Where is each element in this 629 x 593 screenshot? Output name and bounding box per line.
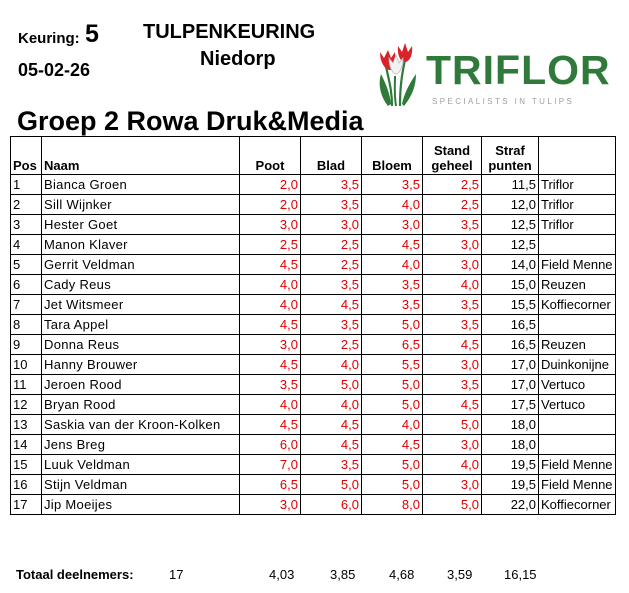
name-cell: Luuk Veldman [42, 455, 240, 475]
straf-cell: 16,5 [482, 315, 539, 335]
table-row [11, 415, 616, 435]
blad-cell: 4,0 [301, 355, 362, 375]
straf-cell: 17,0 [482, 375, 539, 395]
table-row [11, 475, 616, 495]
sponsor-cell: Triflor [539, 195, 616, 215]
bloem-cell: 4,5 [362, 235, 423, 255]
name-cell: Hanny Brouwer [42, 355, 240, 375]
date: 05-02-26 [18, 60, 91, 80]
sponsor-cell [539, 435, 616, 455]
triflor-brand-name: TRIFLOR [426, 47, 611, 93]
sponsor-cell [539, 415, 616, 435]
bloem-cell: 4,0 [362, 255, 423, 275]
blad-cell: 3,5 [301, 455, 362, 475]
name-cell: Stijn Veldman [42, 475, 240, 495]
blad-cell: 2,5 [301, 235, 362, 255]
pos-cell: 13 [11, 415, 42, 435]
bloem-cell: 3,5 [362, 295, 423, 315]
blad-cell: 5,0 [301, 475, 362, 495]
stand-cell: 3,5 [423, 375, 482, 395]
bloem-cell: 5,0 [362, 395, 423, 415]
pos-cell: 5 [11, 255, 42, 275]
straf-cell: 14,0 [482, 255, 539, 275]
poot-cell: 4,5 [240, 255, 301, 275]
table-row [11, 235, 616, 255]
table-row [11, 195, 616, 215]
straf-cell: 17,5 [482, 395, 539, 415]
blad-cell: 3,5 [301, 315, 362, 335]
stand-cell: 3,5 [423, 295, 482, 315]
stand-cell: 4,0 [423, 275, 482, 295]
sponsor-cell: Field Menne [539, 255, 616, 275]
straf-cell: 12,5 [482, 215, 539, 235]
name-cell: Gerrit Veldman [42, 255, 240, 275]
bloem-cell: 4,0 [362, 415, 423, 435]
stand-cell: 2,5 [423, 195, 482, 215]
blad-cell: 3,5 [301, 195, 362, 215]
table-row [11, 435, 616, 455]
results-table [10, 136, 616, 515]
pos-cell: 9 [11, 335, 42, 355]
bloem-cell: 6,5 [362, 335, 423, 355]
stand-cell: 5,0 [423, 415, 482, 435]
stand-cell: 3,5 [423, 315, 482, 335]
sponsor-cell: Koffiecorner [539, 495, 616, 515]
blad-cell: 6,0 [301, 495, 362, 515]
bloem-cell: 3,5 [362, 275, 423, 295]
straf-cell: 22,0 [482, 495, 539, 515]
sponsor-cell: Vertuco [539, 375, 616, 395]
stand-cell: 2,5 [423, 175, 482, 195]
bloem-cell: 5,0 [362, 455, 423, 475]
poot-cell: 4,5 [240, 315, 301, 335]
stand-cell: 5,0 [423, 495, 482, 515]
blad-cell: 2,5 [301, 255, 362, 275]
straf-cell: 15,5 [482, 295, 539, 315]
sponsor-cell [539, 235, 616, 255]
name-cell: Jet Witsmeer [42, 295, 240, 315]
name-cell: Jeroen Rood [42, 375, 240, 395]
sponsor-cell: Vertuco [539, 395, 616, 415]
location: Niedorp [200, 48, 276, 70]
col-header-pos: Pos [11, 137, 42, 175]
table-row [11, 455, 616, 475]
totals-stand-average: 3,59 [447, 567, 473, 582]
poot-cell: 3,0 [240, 215, 301, 235]
totals-straf-average: 16,15 [504, 567, 537, 582]
group-title: Groep 2 Rowa Druk&Media [17, 106, 364, 136]
name-cell: Jens Breg [42, 435, 240, 455]
table-row [11, 495, 616, 515]
name-cell: Donna Reus [42, 335, 240, 355]
straf-cell: 19,5 [482, 475, 539, 495]
sponsor-cell: Triflor [539, 175, 616, 195]
stand-cell: 3,0 [423, 435, 482, 455]
poot-cell: 7,0 [240, 455, 301, 475]
straf-cell: 18,0 [482, 435, 539, 455]
col-header-bloem: Bloem [362, 137, 423, 175]
col-header-stand-line2: geheel [431, 158, 473, 173]
col-header-straf [482, 137, 539, 175]
stand-cell: 4,5 [423, 395, 482, 415]
pos-cell: 3 [11, 215, 42, 235]
poot-cell: 4,0 [240, 275, 301, 295]
sponsor-cell: Reuzen [539, 335, 616, 355]
poot-cell: 4,5 [240, 355, 301, 375]
table-row [11, 175, 616, 195]
table-row [11, 375, 616, 395]
straf-cell: 18,0 [482, 415, 539, 435]
pos-cell: 15 [11, 455, 42, 475]
blad-cell: 2,5 [301, 335, 362, 355]
bloem-cell: 5,0 [362, 475, 423, 495]
stand-cell: 4,0 [423, 455, 482, 475]
table-row [11, 335, 616, 355]
event-title: TULPENKEURING [143, 21, 316, 43]
sponsor-cell: Field Menne [539, 455, 616, 475]
bloem-cell: 3,0 [362, 215, 423, 235]
blad-cell: 3,5 [301, 175, 362, 195]
pos-cell: 7 [11, 295, 42, 315]
name-cell: Cady Reus [42, 275, 240, 295]
name-cell: Sill Wijnker [42, 195, 240, 215]
name-cell: Tara Appel [42, 315, 240, 335]
pos-cell: 4 [11, 235, 42, 255]
keuring-number: 5 [85, 20, 99, 48]
table-header-row [11, 137, 616, 175]
totals-count: 17 [169, 567, 184, 582]
table-row [11, 215, 616, 235]
bloem-cell: 3,5 [362, 175, 423, 195]
poot-cell: 4,5 [240, 415, 301, 435]
pos-cell: 2 [11, 195, 42, 215]
pos-cell: 10 [11, 355, 42, 375]
keuring-label: Keuring: [18, 30, 80, 47]
straf-cell: 19,5 [482, 455, 539, 475]
stand-cell: 3,0 [423, 475, 482, 495]
name-cell: Bryan Rood [42, 395, 240, 415]
col-header-blad: Blad [301, 137, 362, 175]
col-header-sponsor [539, 137, 616, 175]
pos-cell: 11 [11, 375, 42, 395]
bloem-cell: 5,0 [362, 375, 423, 395]
sponsor-cell: Koffiecorner [539, 295, 616, 315]
sponsor-cell: Reuzen [539, 275, 616, 295]
totals-bloem-average: 4,68 [389, 567, 415, 582]
straf-cell: 12,0 [482, 195, 539, 215]
name-cell: Saskia van der Kroon-Kolken [42, 415, 240, 435]
straf-cell: 16,5 [482, 335, 539, 355]
table-row [11, 395, 616, 415]
straf-cell: 12,5 [482, 235, 539, 255]
poot-cell: 3,0 [240, 335, 301, 355]
poot-cell: 2,0 [240, 195, 301, 215]
blad-cell: 4,5 [301, 295, 362, 315]
pos-cell: 17 [11, 495, 42, 515]
blad-cell: 4,5 [301, 415, 362, 435]
poot-cell: 4,0 [240, 295, 301, 315]
col-header-straf-line1: Straf [495, 143, 525, 158]
straf-cell: 11,5 [482, 175, 539, 195]
totals-label: Totaal deelnemers: [16, 567, 134, 582]
bloem-cell: 4,0 [362, 195, 423, 215]
straf-cell: 15,0 [482, 275, 539, 295]
blad-cell: 3,0 [301, 215, 362, 235]
totals-blad-average: 3,85 [330, 567, 356, 582]
name-cell: Jip Moeijes [42, 495, 240, 515]
col-header-stand [423, 137, 482, 175]
poot-cell: 2,0 [240, 175, 301, 195]
table-row [11, 315, 616, 335]
col-header-stand-line1: Stand [433, 143, 471, 158]
poot-cell: 6,0 [240, 435, 301, 455]
bloem-cell: 5,0 [362, 315, 423, 335]
pos-cell: 6 [11, 275, 42, 295]
stand-cell: 3,5 [423, 215, 482, 235]
blad-cell: 4,0 [301, 395, 362, 415]
sponsor-cell: Triflor [539, 215, 616, 235]
poot-cell: 4,0 [240, 395, 301, 415]
pos-cell: 16 [11, 475, 42, 495]
stand-cell: 3,0 [423, 255, 482, 275]
col-header-straf-line2: punten [488, 158, 532, 173]
stand-cell: 4,5 [423, 335, 482, 355]
sponsor-cell: Duinkonijne [539, 355, 616, 375]
pos-cell: 1 [11, 175, 42, 195]
poot-cell: 2,5 [240, 235, 301, 255]
sponsor-cell: Field Menne [539, 475, 616, 495]
bloem-cell: 8,0 [362, 495, 423, 515]
stand-cell: 3,0 [423, 355, 482, 375]
table-row [11, 255, 616, 275]
table-row [11, 275, 616, 295]
stand-cell: 3,0 [423, 235, 482, 255]
poot-cell: 3,5 [240, 375, 301, 395]
name-cell: Hester Goet [42, 215, 240, 235]
straf-cell: 17,0 [482, 355, 539, 375]
pos-cell: 12 [11, 395, 42, 415]
table-row [11, 355, 616, 375]
bloem-cell: 4,5 [362, 435, 423, 455]
triflor-tagline: SPECIALISTS IN TULIPS [432, 97, 575, 106]
bloem-cell: 5,5 [362, 355, 423, 375]
poot-cell: 3,0 [240, 495, 301, 515]
col-header-poot: Poot [240, 137, 301, 175]
sponsor-cell [539, 315, 616, 335]
table-row [11, 295, 616, 315]
blad-cell: 3,5 [301, 275, 362, 295]
name-cell: Manon Klaver [42, 235, 240, 255]
totals-poot-average: 4,03 [269, 567, 295, 582]
blad-cell: 5,0 [301, 375, 362, 395]
blad-cell: 4,5 [301, 435, 362, 455]
pos-cell: 8 [11, 315, 42, 335]
pos-cell: 14 [11, 435, 42, 455]
col-header-name: Naam [42, 137, 240, 175]
poot-cell: 6,5 [240, 475, 301, 495]
name-cell: Bianca Groen [42, 175, 240, 195]
